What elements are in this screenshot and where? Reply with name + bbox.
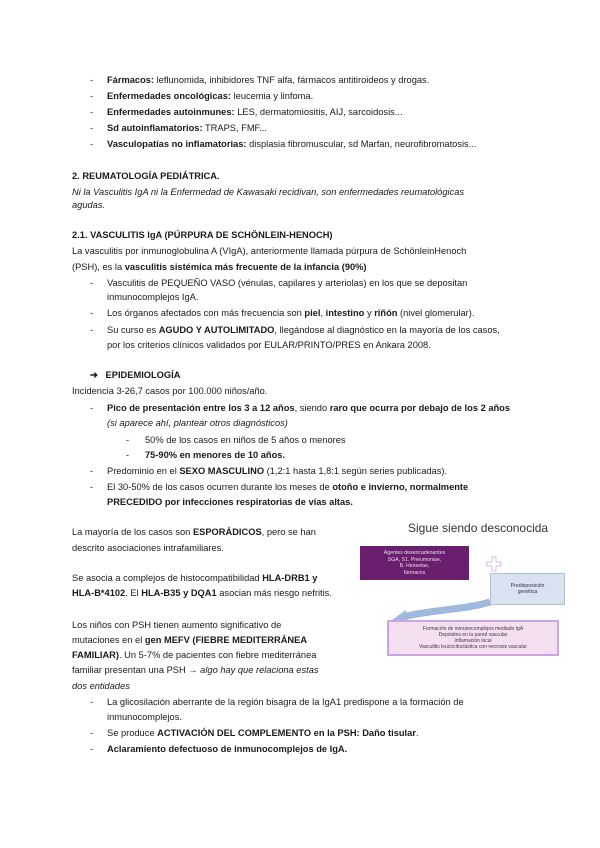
- list-item: El 30-50% de los casos ocurren durante los meses de otoño e invierno, normalmente: [107, 482, 469, 492]
- bullet-dash: -: [90, 91, 94, 101]
- paragraph: Los niños con PSH tienen aumento significativo de: [72, 620, 282, 630]
- bullet-dash: -: [90, 123, 94, 133]
- diagram-box-genetic: Predisposición genética: [490, 573, 565, 605]
- list-item: Se produce ACTIVACIÓN DEL COMPLEMENTO en la PSH: Daño tisular.: [107, 728, 419, 738]
- list-item-cont: inmunocomplejos.: [107, 712, 182, 722]
- list-item: Pico de presentación entre los 3 a 12 años, siendo raro que ocurra por debajo de los 2 años: [107, 403, 511, 413]
- bullet-dash: -: [90, 139, 94, 149]
- paragraph: La mayoría de los casos son ESPORÁDICOS, pero se han: [72, 527, 316, 537]
- paragraph: mutaciones en el gen MEFV (FIEBRE MEDITERRÁNEA: [72, 635, 308, 645]
- list-item: Predominio en el SEXO MASCULINO (1,2:1 hasta 1,8:1 según series publicadas).: [107, 466, 448, 476]
- paragraph: Se asocia a complejos de histocompatibilidad HLA-DRB1 y: [72, 573, 318, 583]
- paragraph: familiar presentan una PSH → algo hay que relaciona estas: [72, 665, 319, 675]
- bullet-dash: -: [90, 75, 94, 85]
- paragraph: (PSH), es la vasculitis sistémica más frecuente de la infancia (90%): [72, 262, 367, 272]
- italic-note: Ni la Vasculitis IgA ni la Enfermedad de Kawasaki recidivan, son enfermedades reumatológicas: [72, 187, 465, 197]
- list-item-cont: inmunocomplejos IgA.: [107, 292, 199, 302]
- list-item: Los órganos afectados con más frecuencia son piel, intestino y riñón (nivel glomerular).: [107, 308, 475, 318]
- list-item: Vasculitis de PEQUEÑO VASO (vénulas, capilares y arteriolas) en los que se depositan: [107, 278, 468, 288]
- section-heading: 2. REUMATOLOGÍA PEDIÁTRICA.: [72, 171, 220, 181]
- italic-note: agudas.: [72, 200, 106, 210]
- bullet-dash: -: [90, 466, 94, 476]
- paragraph: dos entidades: [72, 681, 130, 691]
- paragraph: La vasculitis por inmunoglobulina A (VIgA), anteriormente llamada púrpura de SchönleinHenoch: [72, 246, 467, 256]
- bullet-dash: -: [90, 325, 94, 335]
- bullet-dash: -: [90, 107, 94, 117]
- bullet-dash: -: [90, 278, 94, 288]
- italic-note: (si aparece ahí, plantear otros diagnósticos): [107, 418, 288, 428]
- paragraph: Incidencia 3-26,7 casos por 100.000 niños/año.: [72, 386, 268, 396]
- diagram-box-triggers: Agentes desencadenantes SGA, S1. Pneumoniae, B. Henselae, fármacos: [360, 546, 469, 580]
- list-item: Su curso es AGUDO Y AUTOLIMITADO, llegándose al diagnóstico en la mayoría de los casos,: [107, 325, 500, 335]
- bullet-dash: -: [90, 728, 94, 738]
- list-item-cont: PRECEDIDO por infecciones respiratorias de vías altas.: [107, 497, 353, 507]
- arrow-right-icon: ➔: [90, 370, 98, 380]
- paragraph: HLA-B*4102. El HLA-B35 y DQA1 asocian más riesgo nefritis.: [72, 588, 332, 598]
- sub-list-item: 50% de los casos en niños de 5 años o menores: [145, 435, 346, 445]
- bullet-dash: -: [90, 697, 94, 707]
- epidemiology-heading: ➔ EPIDEMIOLOGÍA: [90, 370, 181, 380]
- paragraph: descrito asociaciones intrafamiliares.: [72, 543, 224, 553]
- subsection-heading: 2.1. VASCULITIS IgA (PÚRPURA DE SCHÖNLEIN-HENOCH): [72, 230, 333, 240]
- paragraph: FAMILIAR). Un 5-7% de pacientes con fiebre mediterránea: [72, 650, 317, 660]
- list-item: Enfermedades autoinmunes: LES, dermatomiositis, AIJ, sarcoidosis...: [107, 107, 403, 117]
- bullet-dash: -: [90, 744, 94, 754]
- bullet-dash: -: [126, 435, 130, 445]
- bullet-dash: -: [126, 450, 130, 460]
- bullet-dash: -: [90, 403, 94, 413]
- list-item: Vasculopatías no inflamatorias: displasia fibromuscular, sd Marfan, neurofibromatosis...: [107, 139, 477, 149]
- diagram-title: Sigue siendo desconocida: [408, 521, 549, 535]
- list-item: Aclaramiento defectuoso de inmunocomplejos de IgA.: [107, 744, 348, 754]
- list-item-cont: por los criterios clínicos validados por EULAR/PRINTO/PRES en Ankara 2008.: [107, 340, 431, 350]
- plus-icon: [486, 556, 502, 572]
- list-item: Fármacos: leflunomida, inhibidores TNF alfa, fármacos antitiroideos y drogas.: [107, 75, 430, 85]
- bullet-dash: -: [90, 482, 94, 492]
- list-item: Sd autoinflamatorios: TRAPS, FMF...: [107, 123, 267, 133]
- diagram-box-mechanism: Formación de inmunocomplejos mediado IgA Depósitos en la pared vascular Inflamación local Vasculitis leucocitoclástica con necrosis vascular: [387, 620, 559, 656]
- sub-list-item: 75-90% en menores de 10 años.: [145, 450, 286, 460]
- list-item: La glicosilación aberrante de la región bisagra de la IgA1 predispone a la formación de: [107, 697, 464, 707]
- list-item: Enfermedades oncológicas: leucemia y linfoma.: [107, 91, 314, 101]
- bullet-dash: -: [90, 308, 94, 318]
